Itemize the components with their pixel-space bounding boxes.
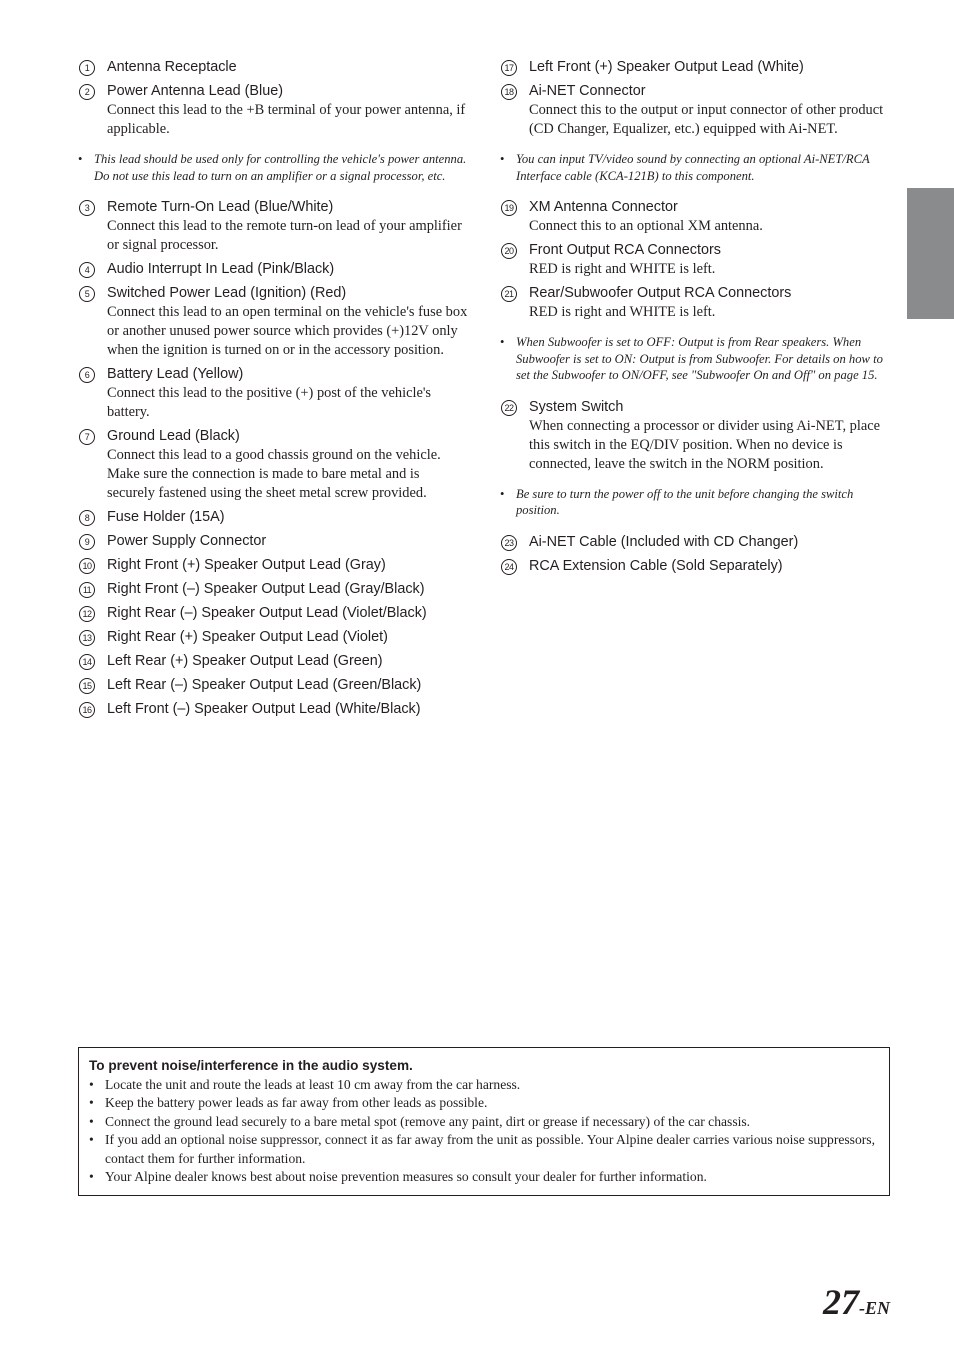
item-number: 11 — [79, 582, 95, 598]
bullet: • — [500, 486, 505, 501]
list-item — [500, 557, 892, 576]
list-item — [78, 628, 468, 647]
item-title: Left Rear (–) Speaker Output Lead (Green/Black) — [107, 677, 422, 693]
item-title: System Switch — [529, 398, 624, 415]
list-item — [78, 198, 468, 255]
section-tab-marker — [907, 188, 954, 319]
list-item — [78, 82, 468, 139]
list-item — [89, 1094, 879, 1112]
list-item — [500, 82, 892, 139]
item-number: 17 — [501, 60, 517, 76]
note-text: You can input TV/video sound by connecting an optional Ai-NET/RCA Interface cable (KCA-121B) to this component. — [516, 152, 870, 183]
list-item — [500, 533, 892, 552]
bullet: • — [89, 1132, 94, 1148]
item-number: 2 — [79, 84, 95, 100]
item-number: 18 — [501, 84, 517, 100]
item-title: Left Rear (+) Speaker Output Lead (Green) — [107, 653, 383, 669]
item-title: Right Rear (+) Speaker Output Lead (Violet) — [107, 629, 388, 645]
list-item — [78, 556, 468, 575]
bullet: • — [78, 152, 83, 166]
item-title: Switched Power Lead (Ignition) (Red) — [107, 285, 347, 301]
item-number: 9 — [79, 534, 95, 550]
noise-item-text: Locate the unit and route the leads at least 10 cm away from the car harness. — [105, 1077, 521, 1092]
note-text: When Subwoofer is set to OFF: Output is from Rear speakers. When Subwoofer is set to ON: Output is from Subwoofer. For details on how to set the Subwoofer to ON/OFF, see "Subwoofer On and Off" on page 15. — [516, 335, 883, 382]
bullet: • — [89, 1169, 94, 1185]
bullet: • — [500, 335, 505, 349]
note-text: Be sure to turn the power off to the unit before changing the switch position. — [516, 486, 854, 517]
list-item — [78, 427, 468, 503]
item-title: Ground Lead (Black) — [107, 428, 240, 444]
list-item — [500, 284, 892, 322]
item-number: 7 — [79, 429, 95, 445]
item-title: Right Rear (–) Speaker Output Lead (Violet/Black) — [107, 605, 427, 621]
note-text: This lead should be used only for controlling the vehicle's power antenna. Do not use this lead to turn on an amplifier or a signal processor, etc. — [94, 152, 467, 183]
noise-list — [89, 1076, 879, 1186]
item-title: Antenna Receptacle — [107, 59, 237, 75]
item-description: Connect this lead to the remote turn-on lead of your amplifier or signal processor. — [107, 218, 462, 253]
bullet: • — [89, 1077, 94, 1092]
list-item — [89, 1113, 879, 1131]
item-number: 8 — [79, 510, 95, 526]
list-item — [500, 198, 892, 236]
item-number: 15 — [79, 678, 95, 694]
list-item — [89, 1168, 879, 1186]
list-item — [78, 604, 468, 623]
item-number: 10 — [79, 558, 95, 574]
right-column — [500, 58, 892, 581]
list-item — [78, 532, 468, 551]
list-item — [89, 1131, 879, 1168]
noise-box-title: To prevent noise/interference in the audio system. — [89, 1058, 413, 1073]
item-number: 23 — [501, 535, 517, 551]
list-item — [78, 508, 468, 527]
item-description: RED is right and WHITE is left. — [529, 261, 716, 277]
page-number — [823, 1282, 890, 1322]
list-item — [78, 580, 468, 599]
list-item — [78, 652, 468, 671]
item-number: 21 — [501, 286, 517, 302]
list-item — [78, 58, 468, 77]
note — [78, 151, 468, 184]
item-number: 14 — [79, 654, 95, 670]
item-number: 13 — [79, 630, 95, 646]
noise-prevention-box — [78, 1047, 890, 1196]
bullet: • — [89, 1113, 94, 1129]
item-title: RCA Extension Cable (Sold Separately) — [529, 557, 783, 574]
item-title: Power Supply Connector — [107, 533, 267, 549]
list-item — [78, 365, 468, 422]
bullet: • — [89, 1095, 94, 1111]
item-number: 1 — [79, 60, 95, 76]
item-title: Rear/Subwoofer Output RCA Connectors — [529, 285, 792, 301]
list-item — [500, 58, 892, 77]
item-number: 6 — [79, 367, 95, 383]
list-item — [78, 700, 468, 719]
list-item — [89, 1076, 879, 1094]
item-title: Front Output RCA Connectors — [529, 242, 721, 258]
note — [500, 334, 892, 384]
list-item — [78, 676, 468, 695]
noise-item-text: Keep the battery power leads as far away from other leads as possible. — [105, 1095, 488, 1111]
item-title: Right Front (+) Speaker Output Lead (Gray) — [107, 557, 386, 573]
item-title: Ai-NET Cable (Included with CD Changer) — [529, 533, 799, 550]
page-number-value: 27 — [823, 1282, 859, 1322]
item-title: Battery Lead (Yellow) — [107, 366, 244, 382]
item-title: Left Front (+) Speaker Output Lead (White) — [529, 59, 804, 75]
item-title: Ai-NET Connector — [529, 83, 646, 99]
item-description: Connect this to the output or input connector of other product (CD Changer, Equalizer, etc.) equipped with Ai-NET. — [529, 102, 884, 137]
item-number: 19 — [501, 200, 517, 216]
item-number: 16 — [79, 702, 95, 718]
item-title: Power Antenna Lead (Blue) — [107, 83, 284, 99]
list-item — [78, 260, 468, 279]
item-description: Connect this lead to the +B terminal of your power antenna, if applicable. — [107, 102, 466, 137]
left-column — [78, 58, 468, 724]
item-description: Connect this lead to the positive (+) post of the vehicle's battery. — [107, 385, 432, 420]
item-title: XM Antenna Connector — [529, 199, 678, 215]
list-item — [78, 284, 468, 360]
note — [500, 486, 892, 519]
item-title: Right Front (–) Speaker Output Lead (Gray/Black) — [107, 581, 425, 597]
list-item — [500, 241, 892, 279]
item-title: Audio Interrupt In Lead (Pink/Black) — [107, 261, 335, 277]
item-number: 24 — [501, 559, 517, 575]
item-description: Connect this to an optional XM antenna. — [529, 218, 763, 234]
noise-item-text: If you add an optional noise suppressor, connect it as far away from the unit as possible. Your Alpine dealer carries various noise suppressors, contact them for further information. — [105, 1132, 875, 1166]
item-description: Connect this lead to a good chassis ground on the vehicle. Make sure the connection is made to bare metal and is securely fastened using the sheet metal screw provided. — [107, 447, 441, 501]
item-title: Fuse Holder (15A) — [107, 509, 225, 525]
item-number: 4 — [79, 262, 95, 278]
item-title: Remote Turn-On Lead (Blue/White) — [107, 199, 334, 215]
noise-item-text: Your Alpine dealer knows best about noise prevention measures so consult your dealer for further information. — [105, 1169, 707, 1185]
item-description: Connect this lead to an open terminal on the vehicle's fuse box or another unused power source which provides (+)12V only when the ignition is turned on or in the accessory position. — [107, 304, 468, 358]
noise-item-text: Connect the ground lead securely to a bare metal spot (remove any paint, dirt or grease if necessary) of the car chassis. — [105, 1113, 751, 1129]
bullet: • — [500, 152, 505, 166]
item-number: 20 — [501, 243, 517, 259]
item-description: When connecting a processor or divider using Ai-NET, place this switch in the EQ/DIV position. When no device is connected, leave the switch in the NORM position. — [529, 417, 880, 472]
page-number-suffix: -EN — [859, 1298, 890, 1318]
item-number: 12 — [79, 606, 95, 622]
item-number: 3 — [79, 200, 95, 216]
item-number: 22 — [501, 400, 517, 416]
item-number: 5 — [79, 286, 95, 302]
item-description: RED is right and WHITE is left. — [529, 304, 716, 320]
item-title: Left Front (–) Speaker Output Lead (White/Black) — [107, 701, 421, 717]
note — [500, 151, 892, 184]
list-item — [500, 398, 892, 474]
